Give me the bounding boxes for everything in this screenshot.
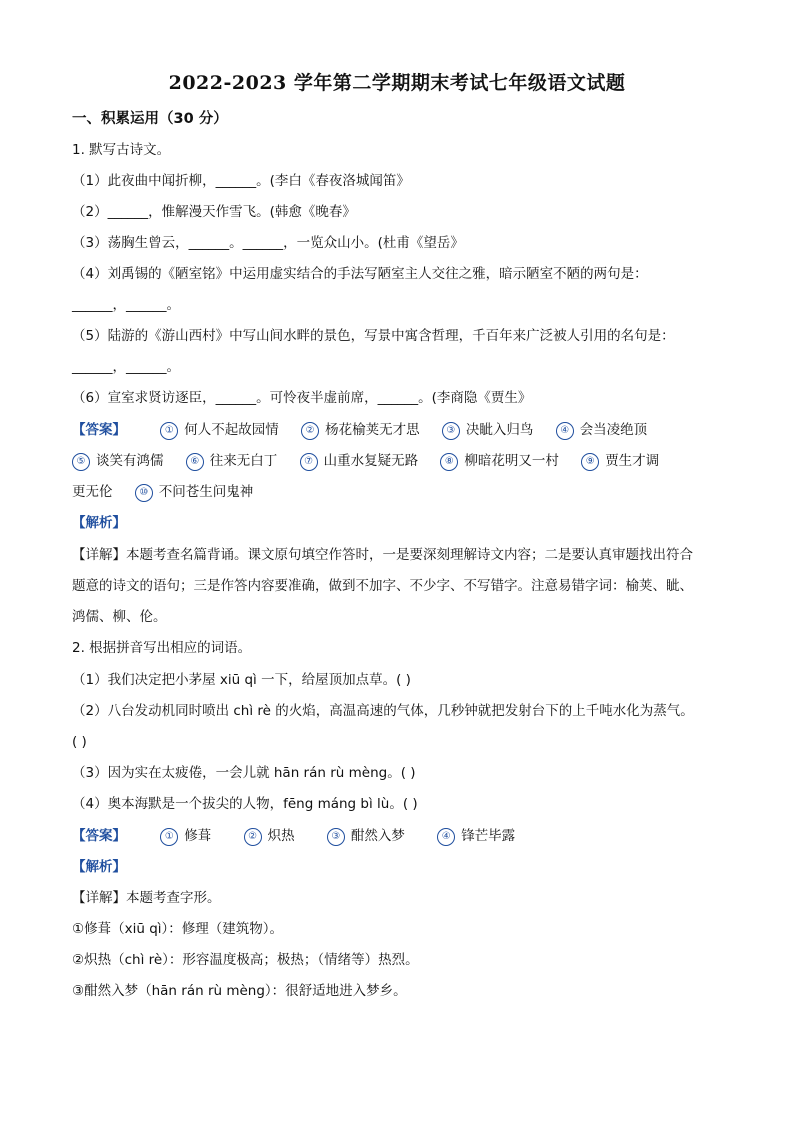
- answer-3: ③ 决眦入归鸟: [442, 420, 534, 440]
- q1-stem: 1. 默写古诗文。: [72, 142, 171, 158]
- q1-item-4-blanks: ______，______。: [72, 297, 180, 313]
- q2-answer-row: [72, 826, 732, 846]
- q1-answer-row-3: [72, 482, 732, 502]
- answer-6: ⑥ 往来无白丁: [186, 451, 278, 471]
- q2-item-4: （4）奥本海默是一个拔尖的人物，fēng máng bì lù。( ): [72, 796, 418, 812]
- q2-answer-1: ① 修葺: [160, 826, 211, 846]
- q2-answer-2: ② 炽热: [244, 826, 295, 846]
- q1-item-1: （1）此夜曲中闻折柳，______。(李白《春夜洛城闻笛》: [72, 173, 410, 189]
- answer-1: ① 何人不起故园情: [160, 420, 279, 440]
- q2-stem: 2. 根据拼音写出相应的词语。: [72, 640, 252, 656]
- answer-7: ⑦ 山重水复疑无路: [300, 451, 419, 471]
- answer-label: 【答案】: [72, 828, 126, 844]
- q2-item-3: （3）因为实在太疲倦，一会儿就 hān rán rù mèng。( ): [72, 765, 416, 781]
- q1-detail-2: 题意的诗文的语句；三是作答内容要准确，做到不加字、不少字、不写错字。注意易错字词：榆荚、眦、: [72, 578, 693, 594]
- exam-title: 2022-2023 学年第二学期期末考试七年级语文试题: [168, 72, 626, 94]
- q1-item-4: （4）刘禹锡的《陋室铭》中运用虚实结合的手法写陋室主人交往之雅，暗示陋室不陋的两句是：: [72, 266, 648, 282]
- q1-analysis-label: 【解析】: [72, 515, 126, 531]
- section-heading: 一、积累运用（30 分）: [72, 111, 228, 127]
- q1-answer-row-1: [72, 420, 732, 440]
- q2-analysis-label: 【解析】: [72, 859, 126, 875]
- q2-detail-2: ①修葺（xiū qì）：修理（建筑物）。: [72, 921, 284, 937]
- q2-answer-3: ③ 酣然入梦: [327, 826, 405, 846]
- answer-10: ⑩ 不问苍生问鬼神: [135, 482, 254, 502]
- q1-answer-row-2: [72, 451, 732, 471]
- q2-item-2: （2）八台发动机同时喷出 chì rè 的火焰，高温高速的气体，几秒钟就把发射台下的上千吨水化为蒸气。: [72, 703, 694, 719]
- answer-5: ⑤ 谈笑有鸿儒: [72, 451, 164, 471]
- q2-item-1: （1）我们决定把小茅屋 xiū qì 一下，给屋顶加点草。( ): [72, 672, 411, 688]
- q2-item-2-paren: ( ): [72, 734, 87, 750]
- q1-item-6: （6）宣室求贤访逐臣，______。可怜夜半虚前席，______。(李商隐《贾生》: [72, 390, 532, 406]
- q2-detail-3: ②炽热（chì rè）：形容温度极高；极热；（情绪等）热烈。: [72, 952, 419, 968]
- answer-label: 【答案】: [72, 422, 126, 438]
- q1-item-2: （2）______，惟解漫天作雪飞。(韩愈《晚春》: [72, 204, 356, 220]
- q2-detail-1: 【详解】本题考查字形。: [72, 890, 221, 906]
- q1-item-5: （5）陆游的《游山西村》中写山间水畔的景色，写景中寓含哲理，千百年来广泛被人引用的名句是：: [72, 328, 675, 344]
- answer-9-cont: 更无伦: [72, 484, 113, 500]
- answer-8: ⑧ 柳暗花明又一村: [440, 451, 559, 471]
- answer-9: ⑨ 贾生才调: [581, 451, 659, 471]
- q1-item-5-blanks: ______，______。: [72, 359, 180, 375]
- answer-4: ④ 会当凌绝顶: [556, 420, 648, 440]
- q1-item-3: （3）荡胸生曾云，______。______，一览众山小。(杜甫《望岳》: [72, 235, 464, 251]
- q2-detail-4: ③酣然入梦（hān rán rù mèng）：很舒适地进入梦乡。: [72, 983, 407, 999]
- q1-detail-1: 【详解】本题考查名篇背诵。课文原句填空作答时，一是要深刻理解诗文内容；二是要认真审题找出符合: [72, 547, 693, 563]
- q2-answer-4: ④ 锋芒毕露: [437, 826, 515, 846]
- q1-detail-3: 鸿儒、柳、伦。: [72, 609, 167, 625]
- answer-2: ② 杨花榆荚无才思: [301, 420, 420, 440]
